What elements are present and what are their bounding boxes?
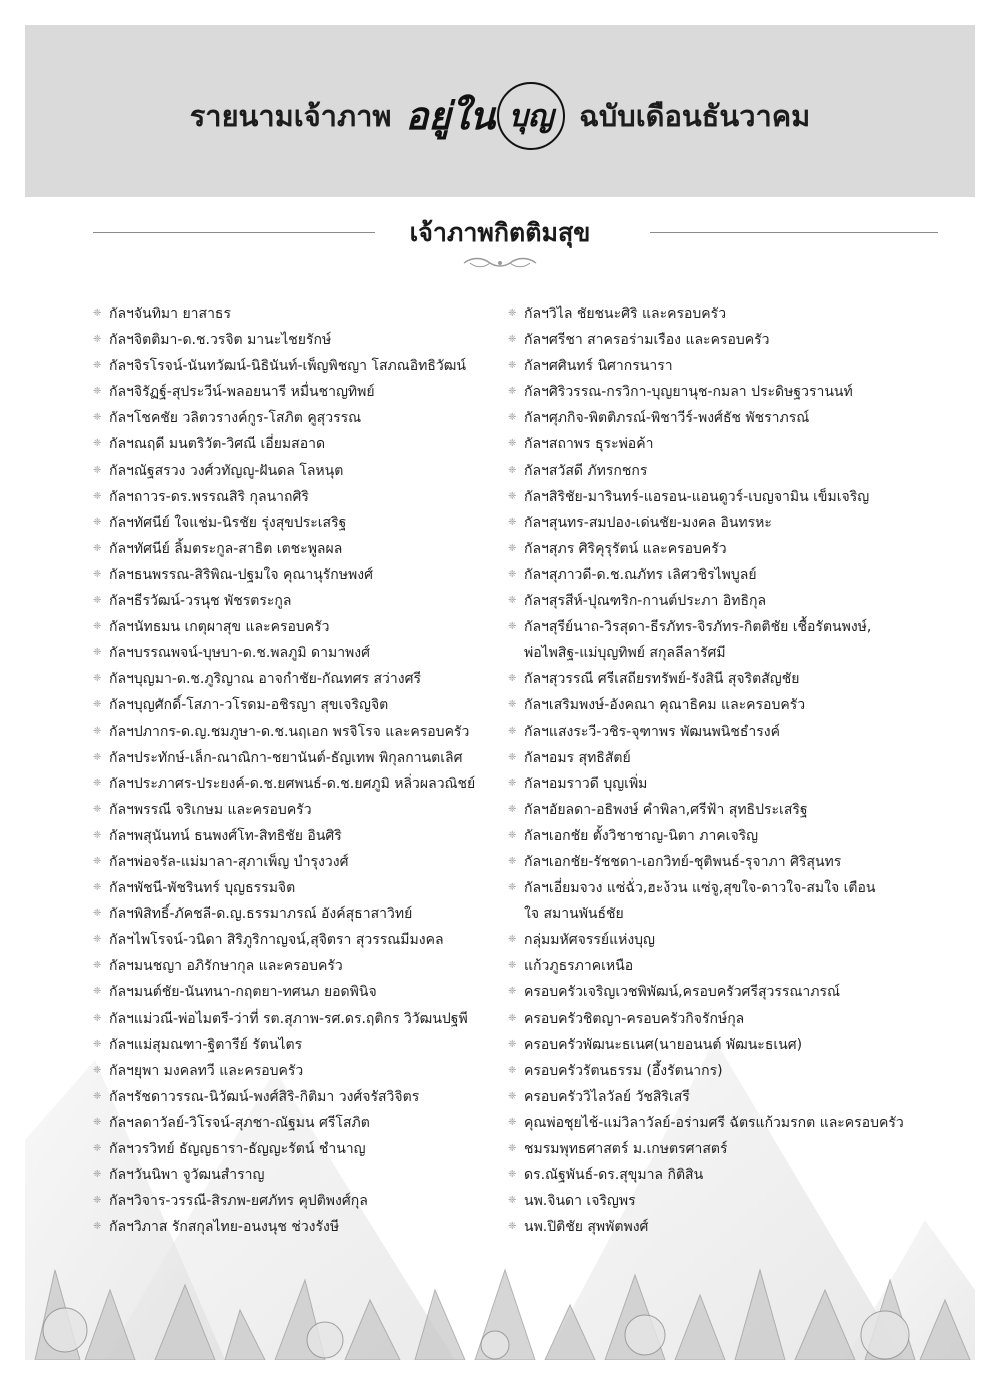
bullet-icon: ❈ <box>93 308 102 319</box>
sponsor-name: กัลฯวันนิพา จูวัฒนสำราญ <box>109 1167 265 1184</box>
bullet-icon: ❈ <box>508 412 517 424</box>
list-item <box>508 379 904 405</box>
list-item <box>508 484 904 510</box>
bullet-icon: ❈ <box>508 882 517 894</box>
list-item <box>93 1188 475 1214</box>
list-item <box>508 1188 904 1214</box>
sponsor-name: กัลฯพัชนี-พัชรินทร์ บุญธรรมจิต <box>109 880 296 897</box>
list-item <box>93 692 475 718</box>
list-item <box>93 927 475 953</box>
sponsor-name: กัลฯวิไล ชัยชนะศิริ และครอบครัว <box>524 306 727 322</box>
list-item <box>93 484 475 510</box>
list-item <box>93 301 475 327</box>
list-item <box>508 1162 904 1188</box>
section-heading <box>25 211 975 255</box>
bullet-icon: ❈ <box>508 934 517 946</box>
sponsor-name: กัลฯพ่อจรัล-แม่มาลา-สุภาเพ็ญ บำรุงวงศ์ <box>109 853 349 870</box>
bullet-icon: ❈ <box>508 1038 517 1050</box>
sponsor-name: นพ.ปิติชัย สุพพัตพงศ์ <box>524 1219 649 1236</box>
sponsor-name: ครอบครัวพัฒนะธเนศ(นายอนนต์ พัฒนะธเนศ) <box>524 1036 803 1053</box>
sponsor-name: กัลฯวิภาส รักสกุลไทย-อนงนุช ช่วงรังษี <box>109 1219 340 1236</box>
sponsor-name: กัลฯไพโรจน์-วนิดา สิริภูริกาญจน์,สุจิตรา สุวรรณมีมงคล <box>109 932 444 949</box>
bullet-icon: ❈ <box>93 777 102 789</box>
list-item <box>508 666 904 692</box>
magazine-logo <box>406 82 566 150</box>
sponsor-name: กัลฯจิตติมา-ด.ช.วรจิต มานะไชยรักษ์ <box>109 332 332 349</box>
list-item <box>93 1032 475 1058</box>
sponsor-name: กัลฯแม่วณี-พ่อไมตรี-ว่าที่ รต.สุภาพ-รศ.ดร.ฤติกร วิวัฒนปฐพี <box>109 1010 468 1027</box>
bullet-icon: ❈ <box>508 1116 517 1128</box>
bullet-icon: ❈ <box>508 1090 517 1102</box>
bullet-icon: ❈ <box>508 1064 517 1076</box>
bullet-icon: ❈ <box>93 438 102 450</box>
bullet-icon: ❈ <box>508 1143 517 1154</box>
sponsor-name: กัลฯบุญศักดิ์-โสภา-วโรดม-อชิรญา สุขเจริญจิต <box>109 697 389 714</box>
list-item <box>508 301 904 327</box>
list-item <box>93 379 475 405</box>
bullet-icon: ❈ <box>508 308 517 319</box>
header-title-right: ฉบับเดือนธันวาคม <box>579 99 811 133</box>
bullet-icon: ❈ <box>93 568 102 580</box>
bullet-icon: ❈ <box>508 1012 517 1024</box>
bullet-icon: ❈ <box>93 412 102 424</box>
list-item <box>93 719 475 745</box>
bullet-icon: ❈ <box>93 1169 102 1181</box>
list-item <box>508 405 904 431</box>
list-item <box>93 536 475 562</box>
list-item <box>508 823 904 849</box>
list-item <box>508 562 904 588</box>
list-item <box>93 1110 475 1136</box>
list-item <box>508 849 904 875</box>
list-item <box>508 353 904 379</box>
sponsor-name: กัลฯพรรณี จริเกษม และครอบครัว <box>109 801 312 818</box>
list-item <box>508 588 904 614</box>
bullet-icon: ❈ <box>508 855 517 867</box>
list-item <box>93 901 475 927</box>
sponsor-name: กัลฯมนชญา อภิรักษากุล และครอบครัว <box>109 958 343 975</box>
ornament-icon <box>460 255 540 271</box>
list-item <box>508 536 904 562</box>
sponsor-name: ครอบครัวเจริญเวชพิพัฒน์,ครอบครัวศรีสุวรรณาภรณ์ <box>524 984 840 1001</box>
list-item <box>508 953 904 979</box>
bullet-icon: ❈ <box>93 725 102 737</box>
bullet-icon: ❈ <box>93 360 102 372</box>
page <box>25 25 975 1360</box>
bullet-icon: ❈ <box>508 490 517 502</box>
sponsor-name: กัลฯบุญมา-ด.ช.ภูริญาณ อาจกำชัย-กัณทศร สว่างศรี <box>109 671 421 688</box>
header-title-row <box>25 81 975 151</box>
logo-circle <box>497 82 565 150</box>
bullet-icon: ❈ <box>508 621 517 633</box>
list-item <box>93 666 475 692</box>
bullet-icon: ❈ <box>93 1064 102 1076</box>
sponsor-name: กัลฯพิสิทธิ์-ภัคชลี-ด.ญ.ธรรมาภรณ์ อังค์สุธาสาวิทย์ <box>109 906 413 923</box>
list-item <box>508 458 904 484</box>
sponsor-name: กัลฯณัฐสรวง วงศ์วทัญญู-ฝันดล โลหนุต <box>109 462 344 479</box>
sponsor-name: นพ.จินดา เจริญพร <box>524 1193 636 1210</box>
bullet-icon: ❈ <box>93 595 102 607</box>
sponsor-name: กัลฯศุภกิจ-พิตติภรณ์-พิชาวีร์-พงศ์ธัช พัชราภรณ์ <box>524 410 810 427</box>
bullet-icon: ❈ <box>93 1038 102 1050</box>
sponsor-name: กัลฯธีรวัฒน์-วรนุช พัชรตระกูล <box>109 593 292 610</box>
bullet-icon: ❈ <box>93 464 102 476</box>
sponsor-name: แก้วภูธรภาคเหนือ <box>524 958 634 975</box>
list-item <box>93 614 475 640</box>
list-item <box>93 797 475 823</box>
list-item <box>508 1006 904 1032</box>
section-divider-right <box>650 232 938 233</box>
list-item <box>93 1084 475 1110</box>
sponsor-name: ครอบครัวรัตนธรรม (อึ้งรัตนากร) <box>524 1062 723 1079</box>
sponsor-name: กัลฯบรรณพจน์-บุษบา-ด.ช.พลภูมิ ดามาพงศ์ <box>109 645 371 662</box>
bullet-icon: ❈ <box>508 986 517 998</box>
sponsor-name: กัลฯนัทธมน เกตุผาสุข และครอบครัว <box>109 619 330 636</box>
sponsor-name: กัลฯจิรัฏฐ์-สุประวีน์-พลอยนารี หมื่นชาญทิพย์ <box>109 384 375 401</box>
sponsor-name: กัลฯวรวิทย์ ธัญญธารา-ธัญญะรัตน์ ชำนาญ <box>109 1141 366 1157</box>
sponsor-name: ครอบครัวชิตญา-ครอบครัวกิจรักษ์กุล <box>524 1010 745 1027</box>
list-item <box>93 1162 475 1188</box>
sponsor-name: กัลฯเสริมพงษ์-อังคณา คุณาธิคม และครอบครัว <box>524 697 806 714</box>
list-item <box>93 745 475 771</box>
list-item <box>93 458 475 484</box>
bullet-icon: ❈ <box>93 908 102 920</box>
bullet-icon: ❈ <box>508 516 517 528</box>
sponsor-name: กัลฯสุรีย์นาถ-วิรสุดา-ธีรภัทร-จิรภัทร-กิตติชัย เชื้อรัตนพงษ์, พ่อไพสิฐ-แม่บุญทิพย์ สกุลลีลารัศมี <box>524 619 872 662</box>
list-item <box>93 823 475 849</box>
sponsor-name: กัลฯอมราวดี บุญเพิ่ม <box>524 775 648 792</box>
bullet-icon: ❈ <box>93 1090 102 1102</box>
sponsor-name: กัลฯวิจาร-วรรณี-สิรภพ-ยศภัทร คุปติพงศ์กุล <box>109 1193 368 1210</box>
sponsor-name: กัลฯสุนทร-สมปอง-เด่นชัย-มงคล อินทรหะ <box>524 514 772 531</box>
list-item <box>508 979 904 1005</box>
bullet-icon: ❈ <box>93 803 102 815</box>
list-item <box>508 1110 904 1136</box>
sponsor-name: กัลฯสุภาวดี-ด.ช.ณภัทร เลิศวชิรไพบูลย์ <box>524 566 757 583</box>
sponsor-name: กัลฯธนพรรณ-สิริพิณ-ปฐมใจ คุณานุรักษพงศ์ <box>109 566 373 583</box>
sponsor-name: กัลฯเอี่ยมจวง แซ่ฉั่ว,ฮะง้วน แซ่จู,สุขใจ-ดาวใจ-สมใจ เตือนใจ สมานพันธ์ชัย <box>524 880 876 923</box>
bullet-icon: ❈ <box>508 777 517 789</box>
sponsor-name: ครอบครัววิไลวัลย์ วัชสิริเสรี <box>524 1088 690 1105</box>
bullet-icon: ❈ <box>93 1143 102 1154</box>
list-item <box>93 979 475 1005</box>
sponsor-name: กัลฯรัชดาวรรณ-นิวัฒน์-พงศ์สิริ-กิติมา วงศ์จรัสวิจิตร <box>109 1088 420 1105</box>
sponsor-name: กัลฯศรีชา สาครอร่ามเรือง และครอบครัว <box>524 332 770 349</box>
bullet-icon: ❈ <box>508 334 517 346</box>
sponsor-name: กัลฯสุรสีห์-ปุณฑริก-กานต์ประภา อิทธิกุล <box>524 593 767 610</box>
sponsor-name: กัลฯสถาพร ธุระพ่อค้า <box>524 436 654 453</box>
bullet-icon: ❈ <box>508 360 517 372</box>
bullet-icon: ❈ <box>93 1116 102 1128</box>
logo-script-text: อยู่ใน <box>405 93 496 138</box>
bullet-icon: ❈ <box>508 1169 517 1181</box>
sponsor-name: กัลฯศศินทร์ นิศากรนารา <box>524 358 673 375</box>
sponsor-name: กัลฯยุพา มงคลทวี และครอบครัว <box>109 1062 304 1079</box>
logo-circle-text: บุญ <box>508 98 554 134</box>
bullet-icon: ❈ <box>93 1221 102 1233</box>
bullet-icon: ❈ <box>508 568 517 580</box>
list-item <box>508 327 904 353</box>
sponsor-name: กัลฯจันทิมา ยาสาธร <box>109 306 231 322</box>
list-item <box>93 353 475 379</box>
sponsor-name: ชมรมพุทธศาสตร์ ม.เกษตรศาสตร์ <box>524 1141 728 1157</box>
sponsor-name: ดร.ณัฐพันธ์-ดร.สุขุมาล กิติสิน <box>524 1167 704 1184</box>
list-item <box>93 640 475 666</box>
bullet-icon: ❈ <box>93 621 102 633</box>
list-item <box>508 510 904 536</box>
bullet-icon: ❈ <box>93 882 102 894</box>
list-item <box>508 927 904 953</box>
sponsor-name: กัลฯศิริวรรณ-กรวิกา-บุญยานุช-กมลา ประดิษฐวรานนท์ <box>524 384 853 401</box>
header-banner <box>25 25 975 197</box>
list-item <box>508 1136 904 1162</box>
sponsor-name: กัลฯเอกชัย ตั้งวิชาชาญ-นิตา ภาคเจริญ <box>524 827 759 844</box>
list-item <box>508 719 904 745</box>
sponsor-name: กัลฯทัศนีย์ ใจแช่ม-นิรชัย รุ่งสุขประเสริฐ <box>109 514 347 531</box>
list-item <box>508 745 904 771</box>
bullet-icon: ❈ <box>93 490 102 502</box>
sponsor-name: กัลฯอมร สุทธิสัตย์ <box>524 749 631 766</box>
sponsor-name: กัลฯสิริชัย-มารินทร์-แอรอน-แอนดูวร์-เบญจามิน เข็มเจริญ <box>524 488 870 505</box>
sponsor-name: กัลฯทัศนีย์ ลิ้มตระกูล-สาธิต เตชะพูลผล <box>109 540 343 557</box>
sponsor-name: กัลฯเอกชัย-รัชชดา-เอกวิทย์-ชุติพนธ์-รุจาภา ศิริสุนทร <box>524 853 842 870</box>
bullet-icon: ❈ <box>508 595 517 607</box>
list-item <box>508 797 904 823</box>
list-item <box>508 614 904 666</box>
sponsor-name: กัลฯถาวร-ดร.พรรณสิริ กุลนาถศิริ <box>109 488 309 505</box>
list-item <box>93 1214 475 1240</box>
bullet-icon: ❈ <box>508 1195 517 1207</box>
sponsor-list-right <box>508 301 904 1240</box>
bullet-icon: ❈ <box>508 751 517 763</box>
bullet-icon: ❈ <box>93 1195 102 1207</box>
bullet-icon: ❈ <box>508 386 517 398</box>
list-item <box>93 1136 475 1162</box>
bullet-icon: ❈ <box>93 960 102 972</box>
list-item <box>93 510 475 536</box>
list-item <box>508 771 904 797</box>
bullet-icon: ❈ <box>93 855 102 867</box>
bullet-icon: ❈ <box>508 464 517 476</box>
list-item <box>93 953 475 979</box>
bullet-icon: ❈ <box>508 829 517 841</box>
bullet-icon: ❈ <box>508 960 517 972</box>
list-item <box>508 1084 904 1110</box>
sponsor-name: กัลฯสวัสดี ภัทรกชกร <box>524 462 648 479</box>
list-item <box>93 1058 475 1084</box>
bullet-icon: ❈ <box>93 647 102 659</box>
bullet-icon: ❈ <box>93 673 102 685</box>
list-item <box>93 405 475 431</box>
list-item <box>93 562 475 588</box>
list-item <box>93 327 475 353</box>
list-item <box>508 1058 904 1084</box>
bullet-icon: ❈ <box>93 699 102 711</box>
bullet-icon: ❈ <box>93 334 102 346</box>
bullet-icon: ❈ <box>93 751 102 763</box>
section-title: เจ้าภาพกิตติมสุข <box>409 218 591 247</box>
sponsor-name: กลุ่มมหัศจรรย์แห่งบุญ <box>524 932 655 949</box>
sponsor-name: กัลฯแม่สุมณฑา-ฐิตารีย์ รัตนไตร <box>109 1036 303 1053</box>
sponsor-name: กัลฯโชคชัย วลิตวรางค์กูร-โสภิต คูสุวรรณ <box>109 410 362 427</box>
sponsor-name: กัลฯจิรโรจน์-นันทวัฒน์-นิธินันท์-เพ็ญพิชญา โสภณอิทธิวัฒน์ <box>109 358 466 375</box>
sponsor-name: กัลฯพสุนันทน์ ธนพงศ์โท-สิทธิชัย อินศิริ <box>109 827 342 844</box>
bullet-icon: ❈ <box>93 829 102 841</box>
sponsor-name: กัลฯประทักษ์-เล็ก-ณาณิกา-ชยานันต์-ธัญเทพ พิกุลกานตเลิศ <box>109 749 463 766</box>
list-item <box>93 1006 475 1032</box>
sponsor-name: กัลฯอัยลดา-อธิพงษ์ คำพิลา,ศรีฟ้า สุทธิประเสริฐ <box>524 801 808 818</box>
bullet-icon: ❈ <box>93 516 102 528</box>
sponsor-name: กัลฯณฤดี มนตริวัต-วิศณี เอี่ยมสอาด <box>109 436 326 453</box>
list-item <box>93 875 475 901</box>
sponsor-name: กัลฯประภาศร-ประยงค์-ด.ช.ยศพนธ์-ด.ช.ยศภูมิ หลิ่วผลวณิชย์ <box>109 775 476 792</box>
bullet-icon: ❈ <box>508 542 517 554</box>
bullet-icon: ❈ <box>93 542 102 554</box>
list-item <box>93 431 475 457</box>
sponsor-name: กัลฯมนต์ชัย-นันทนา-กฤตยา-ทศนภ ยอดพินิจ <box>109 984 377 1001</box>
bullet-icon: ❈ <box>93 386 102 398</box>
bullet-icon: ❈ <box>508 673 517 685</box>
bullet-icon: ❈ <box>93 934 102 946</box>
sponsor-name: กัลฯแสงระวี-วชิร-จุฑาพร พัฒนพนิชธำรงค์ <box>524 723 780 740</box>
list-item <box>508 1214 904 1240</box>
list-item <box>508 875 904 927</box>
bullet-icon: ❈ <box>508 803 517 815</box>
bullet-icon: ❈ <box>508 1221 517 1233</box>
sponsor-name: กัลฯสุภร ศิริคุรุรัตน์ และครอบครัว <box>524 540 727 557</box>
bullet-icon: ❈ <box>508 438 517 450</box>
list-item <box>508 431 904 457</box>
sponsor-name: คุณพ่อชุยไช้-แม่วิลาวัลย์-อร่ามศรี ฉัตรแก้วมรกต และครอบครัว <box>524 1114 904 1131</box>
list-item <box>508 1032 904 1058</box>
bullet-icon: ❈ <box>93 1012 102 1024</box>
sponsor-name: กัลฯลดาวัลย์-วิโรจน์-สุภชา-ณัฐมน ศรีโสภิต <box>109 1114 370 1131</box>
bullet-icon: ❈ <box>508 725 517 737</box>
header-title-left: รายนามเจ้าภาพ <box>189 99 392 133</box>
list-item <box>93 588 475 614</box>
bullet-icon: ❈ <box>93 986 102 998</box>
sponsor-name: กัลฯปภากร-ด.ญ.ชมภูษา-ด.ช.นฤเอก พรจิโรจ และครอบครัว <box>109 723 470 740</box>
sponsor-list-left <box>93 301 475 1240</box>
list-item <box>508 692 904 718</box>
list-item <box>93 849 475 875</box>
sponsor-name: กัลฯสุวรรณี ศรีเสถียรทรัพย์-รังสินี สุจริตสัญชัย <box>524 671 800 688</box>
list-item <box>93 771 475 797</box>
bullet-icon: ❈ <box>508 699 517 711</box>
